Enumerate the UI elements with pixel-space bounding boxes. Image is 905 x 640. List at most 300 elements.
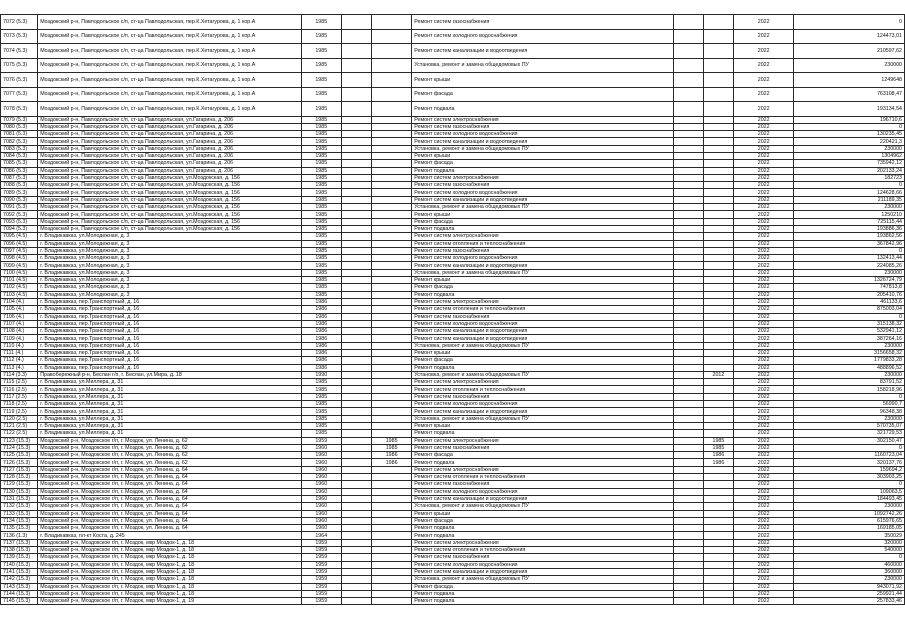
table-row — [1, 291, 905, 298]
cell-y1: 1960 — [301, 481, 341, 488]
cell-empty — [673, 247, 703, 254]
cell-id: 7127 (15.3) — [1, 466, 38, 473]
cell-y2 — [372, 269, 412, 276]
cell-y1: 1960 — [301, 466, 341, 473]
cell-plan: 2022 — [734, 590, 794, 597]
cell-sum: 230000 — [794, 415, 905, 422]
cell-addr: г. Владикавказ, ул.Миллера, д. 31 — [38, 393, 301, 400]
cell-y2 — [372, 102, 412, 117]
cell-empty — [673, 371, 703, 378]
cell-y3 — [703, 474, 733, 481]
cell-y3 — [703, 15, 733, 30]
cell-plan: 2022 — [734, 269, 794, 276]
cell-id: 7126 (15.3) — [1, 459, 38, 466]
cell-y3 — [703, 131, 733, 138]
cell-id: 7130 (15.3) — [1, 488, 38, 495]
cell-addr: г. Владикавказ, пер.Транспортный, д. 16 — [38, 298, 301, 305]
table-row — [1, 277, 905, 284]
cell-sum: 320000 — [794, 539, 905, 546]
cell-empty — [341, 379, 371, 386]
cell-work: Ремонт систем газоснабжения — [412, 15, 673, 30]
cell-y2 — [372, 160, 412, 167]
cell-y3 — [703, 583, 733, 590]
cell-addr: Моздокский р-н, Моздокское г/п, г. Моздок, ул. Ленина, д. 62 — [38, 437, 301, 444]
cell-plan: 2022 — [734, 510, 794, 517]
cell-addr: Моздокский р-н, Моздокское г/п, г. Моздок, мкр Моздок-1, д. 18 — [38, 568, 301, 575]
cell-y1: 1959 — [301, 590, 341, 597]
cell-y2 — [372, 255, 412, 262]
table-row — [1, 342, 905, 349]
cell-empty — [341, 73, 371, 88]
cell-y3: 1985 — [703, 437, 733, 444]
cell-y1: 1985 — [301, 277, 341, 284]
cell-sum: 1250210 — [794, 211, 905, 218]
cell-y1: 1986 — [301, 320, 341, 327]
cell-y2 — [372, 335, 412, 342]
cell-y2: 1985 — [372, 437, 412, 444]
cell-addr: г. Владикавказ, пер.Транспортный, д. 16 — [38, 313, 301, 320]
cell-addr: Моздокский р-н, Павлодольское с/п, ст-ца Павлодольская, пер.К.Хетагурова, д. 1 кор.А — [38, 29, 301, 44]
cell-id: 7132 (15.3) — [1, 503, 38, 510]
cell-empty — [341, 284, 371, 291]
cell-addr: Моздокский р-н, Павлодольское с/п, ст-ца Павлодольская, пер.К.Хетагурова, д. 1 кор.А — [38, 87, 301, 102]
cell-work: Ремонт систем газоснабжения — [412, 313, 673, 320]
cell-addr: Моздокский р-н, Павлодольское с/п, ст-ца Павлодольская, ул.Моздокская, д. 156 — [38, 182, 301, 189]
cell-empty — [673, 561, 703, 568]
cell-y2 — [372, 495, 412, 502]
cell-y1: 1985 — [301, 255, 341, 262]
cell-plan: 2022 — [734, 247, 794, 254]
cell-y1: 1985 — [301, 102, 341, 117]
cell-y3 — [703, 255, 733, 262]
cell-empty — [341, 510, 371, 517]
cell-plan: 2022 — [734, 437, 794, 444]
cell-empty — [341, 408, 371, 415]
cell-y1: 1985 — [301, 401, 341, 408]
cell-empty — [341, 452, 371, 459]
cell-work: Установка, ремонт и замена общедомовых ПУ — [412, 145, 673, 152]
cell-addr: Моздокский р-н, Моздокское г/п, г. Моздок, ул. Ленина, д. 64 — [38, 481, 301, 488]
cell-work: Ремонт систем газоснабжения — [412, 123, 673, 130]
cell-y1: 1985 — [301, 160, 341, 167]
cell-plan: 2022 — [734, 350, 794, 357]
cell-y3 — [703, 517, 733, 524]
cell-y2: 1986 — [372, 452, 412, 459]
table-row — [1, 174, 905, 181]
cell-y3 — [703, 568, 733, 575]
cell-y2 — [372, 350, 412, 357]
cell-empty — [341, 583, 371, 590]
table-row — [1, 590, 905, 597]
cell-empty — [673, 291, 703, 298]
cell-sum: 0 — [794, 123, 905, 130]
cell-addr: Моздокский р-н, Павлодольское с/п, ст-ца Павлодольская, ул.Гагарина, д. 206 — [38, 116, 301, 123]
cell-y2 — [372, 481, 412, 488]
cell-work: Ремонт подвала — [412, 590, 673, 597]
cell-y3 — [703, 262, 733, 269]
cell-y1: 1985 — [301, 247, 341, 254]
cell-empty — [341, 547, 371, 554]
table-row — [1, 568, 905, 575]
cell-y1: 1985 — [301, 240, 341, 247]
table-row — [1, 284, 905, 291]
cell-y3 — [703, 174, 733, 181]
cell-work: Ремонт крыши — [412, 277, 673, 284]
cell-y2 — [372, 313, 412, 320]
cell-id: 7097 (4.5) — [1, 247, 38, 254]
cell-sum: 0 — [794, 15, 905, 30]
cell-empty — [673, 123, 703, 130]
cell-empty — [341, 576, 371, 583]
cell-sum: 259921,44 — [794, 590, 905, 597]
cell-y1: 1985 — [301, 422, 341, 429]
cell-empty — [673, 87, 703, 102]
cell-id: 7079 (5.3) — [1, 116, 38, 123]
cell-work: Ремонт систем холодного водоснабжения — [412, 131, 673, 138]
cell-y1: 1985 — [301, 269, 341, 276]
cell-y1: 1964 — [301, 532, 341, 539]
cell-empty — [673, 255, 703, 262]
cell-work: Ремонт систем холодного водоснабжения — [412, 401, 673, 408]
cell-y3 — [703, 298, 733, 305]
table-row — [1, 73, 905, 88]
cell-y1: 1985 — [301, 145, 341, 152]
cell-work: Ремонт систем газоснабжения — [412, 481, 673, 488]
cell-y1: 1986 — [301, 357, 341, 364]
cell-plan: 2022 — [734, 364, 794, 371]
cell-empty — [341, 255, 371, 262]
cell-empty — [673, 474, 703, 481]
table-row — [1, 211, 905, 218]
cell-y2 — [372, 152, 412, 159]
cell-id: 7104 (4.) — [1, 298, 38, 305]
cell-y1: 1960 — [301, 495, 341, 502]
cell-addr: Моздокский р-н, Моздокское г/п, г. Моздок, ул. Ленина, д. 64 — [38, 525, 301, 532]
cell-sum: 315138,32 — [794, 320, 905, 327]
cell-empty — [341, 474, 371, 481]
cell-empty — [341, 145, 371, 152]
cell-id: 7124 (15.3) — [1, 444, 38, 451]
cell-y3 — [703, 269, 733, 276]
cell-id: 7128 (15.3) — [1, 474, 38, 481]
cell-y2 — [372, 233, 412, 240]
cell-id: 7119 (2.5) — [1, 408, 38, 415]
cell-empty — [673, 481, 703, 488]
cell-work: Ремонт систем газоснабжения — [412, 247, 673, 254]
cell-sum: 196710,6 — [794, 116, 905, 123]
table-row — [1, 196, 905, 203]
table-row — [1, 357, 905, 364]
cell-y3 — [703, 247, 733, 254]
cell-y1: 1985 — [301, 196, 341, 203]
cell-y1: 1985 — [301, 211, 341, 218]
table-row — [1, 415, 905, 422]
table-row — [1, 255, 905, 262]
cell-y3 — [703, 102, 733, 117]
cell-empty — [341, 58, 371, 73]
cell-addr: г. Владикавказ, ул.Молодежная, д. 3 — [38, 291, 301, 298]
cell-y2 — [372, 306, 412, 313]
cell-y1: 1985 — [301, 284, 341, 291]
cell-y2 — [372, 379, 412, 386]
cell-id: 7073 (5.3) — [1, 29, 38, 44]
cell-y3 — [703, 58, 733, 73]
cell-y1: 1986 — [301, 328, 341, 335]
cell-y1: 1985 — [301, 44, 341, 59]
cell-plan: 2022 — [734, 196, 794, 203]
cell-empty — [341, 525, 371, 532]
cell-id: 7114 (3.3) — [1, 371, 38, 378]
cell-y1: 1959 — [301, 554, 341, 561]
cell-empty — [673, 422, 703, 429]
cell-sum: 220421,3 — [794, 138, 905, 145]
cell-plan: 2022 — [734, 335, 794, 342]
cell-y3 — [703, 598, 733, 605]
table-row — [1, 576, 905, 583]
cell-y2 — [372, 422, 412, 429]
cell-y2 — [372, 167, 412, 174]
cell-y1: 1985 — [301, 204, 341, 211]
cell-work: Установка, ремонт и замена общедомовых ПУ — [412, 576, 673, 583]
cell-y2 — [372, 357, 412, 364]
cell-empty — [673, 160, 703, 167]
cell-addr: Моздокский р-н, Павлодольское с/п, ст-ца Павлодольская, ул.Моздокская, д. 156 — [38, 174, 301, 181]
cell-addr: Моздокский р-н, Моздокское г/п, г. Моздок, мкр Моздок-1, д. 18 — [38, 547, 301, 554]
cell-plan: 2022 — [734, 517, 794, 524]
cell-sum: 230000 — [794, 58, 905, 73]
cell-id: 7138 (15.3) — [1, 547, 38, 554]
table-row — [1, 517, 905, 524]
cell-y1: 1985 — [301, 138, 341, 145]
cell-addr: Моздокский р-н, Павлодольское с/п, ст-ца Павлодольская, ул.Гагарина, д. 206 — [38, 138, 301, 145]
cell-y2 — [372, 196, 412, 203]
cell-y1: 1960 — [301, 474, 341, 481]
cell-sum: 540000 — [794, 547, 905, 554]
cell-y2 — [372, 415, 412, 422]
cell-empty — [341, 320, 371, 327]
cell-plan: 2022 — [734, 138, 794, 145]
cell-plan: 2022 — [734, 298, 794, 305]
cell-plan: 2022 — [734, 240, 794, 247]
cell-work: Ремонт крыши — [412, 350, 673, 357]
cell-empty — [673, 437, 703, 444]
cell-y3 — [703, 576, 733, 583]
cell-sum: 1160723,04 — [794, 452, 905, 459]
cell-y2 — [372, 204, 412, 211]
cell-y2 — [372, 87, 412, 102]
cell-id: 7091 (5.3) — [1, 204, 38, 211]
cell-empty — [673, 517, 703, 524]
cell-y1: 1986 — [301, 298, 341, 305]
cell-work: Ремонт подвала — [412, 291, 673, 298]
cell-y3 — [703, 145, 733, 152]
table-row — [1, 102, 905, 117]
cell-plan: 2022 — [734, 15, 794, 30]
cell-y1: 1986 — [301, 313, 341, 320]
cell-empty — [673, 145, 703, 152]
cell-empty — [673, 102, 703, 117]
cell-plan: 2022 — [734, 182, 794, 189]
cell-y3 — [703, 386, 733, 393]
cell-empty — [341, 350, 371, 357]
cell-id: 7100 (4.5) — [1, 269, 38, 276]
cell-id: 7074 (5.3) — [1, 44, 38, 59]
cell-work: Ремонт систем отопления и теплоснабжения — [412, 547, 673, 554]
cell-y2 — [372, 532, 412, 539]
cell-id: 7096 (4.5) — [1, 240, 38, 247]
cell-empty — [673, 240, 703, 247]
cell-addr: Моздокский р-н, Моздокское г/п, г. Моздок, ул. Ленина, д. 64 — [38, 517, 301, 524]
cell-work: Ремонт фасада — [412, 583, 673, 590]
cell-addr: г. Владикавказ, ул.Молодежная, д. 3 — [38, 247, 301, 254]
table-row — [1, 218, 905, 225]
table-row — [1, 240, 905, 247]
cell-empty — [341, 371, 371, 378]
cell-sum: 0 — [794, 393, 905, 400]
cell-addr: Моздокский р-н, Моздокское г/п, г. Моздок, ул. Ленина, д. 64 — [38, 503, 301, 510]
cell-sum: 735942,12 — [794, 160, 905, 167]
cell-y2 — [372, 298, 412, 305]
cell-id: 7102 (4.5) — [1, 284, 38, 291]
cell-id: 7125 (15.3) — [1, 452, 38, 459]
cell-addr: Моздокский р-н, Павлодольское с/п, ст-ца Павлодольская, пер.К.Хетагурова, д. 1 кор.А — [38, 102, 301, 117]
cell-sum: 159694,2 — [794, 466, 905, 473]
cell-empty — [341, 123, 371, 130]
table-row — [1, 364, 905, 371]
cell-id: 7136 (1.3) — [1, 532, 38, 539]
cell-sum: 0 — [794, 444, 905, 451]
cell-sum: 230000 — [794, 269, 905, 276]
cell-work: Ремонт систем канализации и водоотведения — [412, 262, 673, 269]
cell-y2 — [372, 145, 412, 152]
cell-empty — [673, 320, 703, 327]
cell-addr: г. Владикавказ, ул.Миллера, д. 31 — [38, 408, 301, 415]
cell-empty — [673, 598, 703, 605]
cell-id: 7145 (15.3) — [1, 598, 38, 605]
cell-work: Установка, ремонт и замена общедомовых ПУ — [412, 415, 673, 422]
cell-addr: г. Владикавказ, пер.Транспортный, д. 16 — [38, 306, 301, 313]
cell-empty — [341, 590, 371, 597]
cell-addr: г. Владикавказ, пер.Транспортный, д. 16 — [38, 357, 301, 364]
cell-plan: 2022 — [734, 481, 794, 488]
cell-y3 — [703, 554, 733, 561]
cell-sum: 210597,62 — [794, 44, 905, 59]
cell-sum: 367842,96 — [794, 240, 905, 247]
cell-sum: 211189,35 — [794, 196, 905, 203]
cell-empty — [673, 29, 703, 44]
cell-empty — [341, 437, 371, 444]
cell-sum: 124473,01 — [794, 29, 905, 44]
cell-empty — [673, 342, 703, 349]
cell-empty — [673, 459, 703, 466]
cell-empty — [673, 466, 703, 473]
cell-y1: 1986 — [301, 350, 341, 357]
cell-y3 — [703, 152, 733, 159]
cell-id: 7137 (15.3) — [1, 539, 38, 546]
cell-sum: 205410,76 — [794, 291, 905, 298]
cell-y3 — [703, 138, 733, 145]
cell-id: 7131 (15.3) — [1, 495, 38, 502]
cell-sum: 230000 — [794, 342, 905, 349]
cell-y1: 1960 — [301, 510, 341, 517]
cell-work: Установка, ремонт и замена общедомовых ПУ — [412, 204, 673, 211]
cell-id: 7085 (5.3) — [1, 160, 38, 167]
cell-y3 — [703, 29, 733, 44]
cell-empty — [673, 189, 703, 196]
cell-id: 7078 (5.3) — [1, 102, 38, 117]
cell-plan: 2022 — [734, 262, 794, 269]
cell-addr: г. Владикавказ, пер.Транспортный, д. 16 — [38, 350, 301, 357]
cell-empty — [341, 415, 371, 422]
cell-empty — [341, 306, 371, 313]
cell-id: 7076 (5.3) — [1, 73, 38, 88]
table-row — [1, 306, 905, 313]
cell-y1: 1985 — [301, 393, 341, 400]
cell-plan: 2022 — [734, 503, 794, 510]
cell-y2 — [372, 386, 412, 393]
cell-empty — [673, 116, 703, 123]
cell-y3 — [703, 590, 733, 597]
cell-y1: 1985 — [301, 189, 341, 196]
cell-plan: 2022 — [734, 474, 794, 481]
cell-plan: 2022 — [734, 225, 794, 232]
cell-plan: 2022 — [734, 401, 794, 408]
cell-y1: 1959 — [301, 568, 341, 575]
cell-id: 7116 (2.5) — [1, 386, 38, 393]
table-row — [1, 525, 905, 532]
cell-work: Ремонт систем канализации и водоотведения — [412, 408, 673, 415]
cell-addr: г. Владикавказ, ул.Молодежная, д. 3 — [38, 233, 301, 240]
table-row — [1, 430, 905, 437]
cell-empty — [341, 116, 371, 123]
cell-addr: г. Владикавказ, ул.Миллера, д. 31 — [38, 430, 301, 437]
cell-id: 7143 (15.3) — [1, 583, 38, 590]
cell-plan: 2022 — [734, 466, 794, 473]
cell-addr: Моздокский р-н, Моздокское г/п, г. Моздок, ул. Ленина, д. 64 — [38, 474, 301, 481]
cell-y3 — [703, 160, 733, 167]
cell-empty — [341, 481, 371, 488]
cell-id: 7140 (15.3) — [1, 561, 38, 568]
cell-plan: 2022 — [734, 583, 794, 590]
cell-sum: 725115,44 — [794, 218, 905, 225]
cell-addr: Моздокский р-н, Павлодольское с/п, ст-ца Павлодольская, ул.Моздокская, д. 156 — [38, 204, 301, 211]
cell-work: Ремонт систем канализации и водоотведения — [412, 196, 673, 203]
cell-work: Ремонт систем электроснабжения — [412, 539, 673, 546]
cell-empty — [341, 386, 371, 393]
cell-plan: 2022 — [734, 393, 794, 400]
cell-y2 — [372, 393, 412, 400]
cell-empty — [341, 152, 371, 159]
cell-addr: Моздокский р-н, Моздокское г/п, г. Моздок, мкр Моздок-1, д. 19 — [38, 598, 301, 605]
table-row — [1, 444, 905, 451]
cell-sum: 182723 — [794, 174, 905, 181]
cell-plan: 2022 — [734, 495, 794, 502]
cell-empty — [341, 598, 371, 605]
cell-empty — [673, 44, 703, 59]
table-row — [1, 320, 905, 327]
cell-y1: 1985 — [301, 408, 341, 415]
cell-plan: 2022 — [734, 58, 794, 73]
cell-sum: 230000 — [794, 145, 905, 152]
cell-addr: г. Владикавказ, пер.Транспортный, д. 16 — [38, 328, 301, 335]
cell-id: 7118 (2.5) — [1, 401, 38, 408]
cell-y2 — [372, 430, 412, 437]
cell-plan: 2022 — [734, 291, 794, 298]
cell-empty — [341, 488, 371, 495]
table-row — [1, 152, 905, 159]
cell-y3 — [703, 495, 733, 502]
cell-addr: г. Владикавказ, ул.Миллера, д. 31 — [38, 379, 301, 386]
